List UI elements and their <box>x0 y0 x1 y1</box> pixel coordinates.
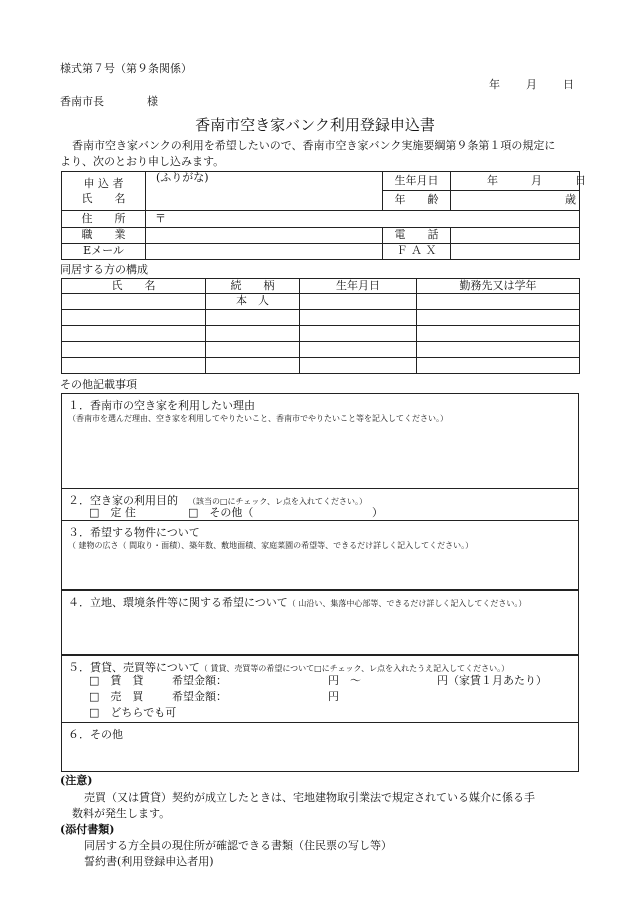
household-table <box>61 278 580 374</box>
section-6-other[interactable] <box>61 722 579 772</box>
section-3-note: （ 建物の広さ（ 間取り・面積）、築年数、敷地面積、家庭菜園の希望等、できるだけ詳しく記入してください。） <box>68 541 474 550</box>
applicant-table <box>61 171 586 260</box>
household-cell[interactable] <box>417 294 580 310</box>
page-title: 香南市空き家バンク利用登録申込書 <box>195 116 435 134</box>
fax-label: Ｆ Ａ Ｘ <box>383 244 451 260</box>
household-cell[interactable] <box>62 326 206 342</box>
attachments-heading: (添付書類) <box>60 823 115 836</box>
notes-heading: (注意) <box>60 774 93 787</box>
section-1-reason[interactable] <box>61 393 579 489</box>
date-year-label: 年 <box>489 78 500 91</box>
household-cell[interactable] <box>300 294 417 310</box>
rent-yen-from: 円 ～ <box>328 674 361 687</box>
email-field[interactable] <box>146 244 383 260</box>
other-heading: その他記載事項 <box>60 378 137 391</box>
addressee-suffix: 様 <box>147 95 158 108</box>
purpose-settle-checkbox[interactable]: □ 定 住 <box>89 506 136 519</box>
sale-checkbox[interactable]: □ 売 買 <box>89 690 144 703</box>
applicant-name-field[interactable] <box>146 172 383 211</box>
household-cell[interactable] <box>417 326 580 342</box>
section-2-purpose <box>61 489 579 521</box>
section-5-title: ５．賃貸、売買等について（ 賃貸、売買等の希望について□にチェック、レ点を入れたうえ記入してください。） <box>68 661 510 674</box>
addressee-name: 香南市長 <box>60 95 104 108</box>
attachment-1: 同居する方全員の現住所が確認できる書類（住民票の写し等） <box>84 839 392 852</box>
household-cell[interactable] <box>62 358 206 374</box>
form-number: 様式第７号（第９条関係） <box>60 62 192 75</box>
household-cell[interactable] <box>206 358 300 374</box>
household-cell[interactable] <box>417 358 580 374</box>
section-3-title: ３．希望する物件について <box>68 526 200 539</box>
address-field[interactable] <box>146 211 580 228</box>
sale-yen: 円 <box>328 690 339 703</box>
intro-line-2: より、次のとおり申し込みます。 <box>60 155 225 168</box>
household-header-name: 氏 名 <box>62 279 206 294</box>
household-header-work: 勤務先又は学年 <box>417 279 580 294</box>
household-cell[interactable] <box>206 310 300 326</box>
address-label: 住 所 <box>62 211 146 228</box>
intro-line-1: 香南市空き家バンクの利用を希望したいので、香南市空き家バンク実施要綱第９条第１項の規定に <box>72 139 556 152</box>
either-checkbox[interactable]: □ どちらでも可 <box>89 706 177 719</box>
section-2-title: ２．空き家の利用目的 （該当の□にチェック、レ点を入れてください。） <box>68 494 367 507</box>
household-cell[interactable] <box>206 342 300 358</box>
section-1-note: （香南市を選んだ理由、空き家を利用してやりたいこと、香南市でやりたいこと等を記入してください。） <box>68 414 448 423</box>
household-cell[interactable] <box>300 358 417 374</box>
household-cell[interactable] <box>62 342 206 358</box>
birthdate-field[interactable]: 年 月 日 <box>451 172 580 191</box>
household-relation-self: 本 人 <box>206 294 300 310</box>
purpose-other-checkbox[interactable]: □ その他（ <box>188 506 254 519</box>
fax-field[interactable] <box>451 244 580 260</box>
age-field[interactable] <box>451 191 580 211</box>
rent-yen-to: 円（家賃１月あたり） <box>437 674 547 687</box>
sale-amount-label: 希望金額： <box>172 690 227 703</box>
email-label: Eメール <box>62 244 146 260</box>
section-6-title: ６．その他 <box>68 728 123 741</box>
section-5-rent-sale <box>61 655 579 723</box>
household-cell[interactable] <box>300 326 417 342</box>
household-cell[interactable] <box>62 294 206 310</box>
rent-checkbox[interactable]: □ 賃 貸 <box>89 674 144 687</box>
occupation-label: 職 業 <box>62 228 146 244</box>
household-cell[interactable] <box>206 326 300 342</box>
age-unit: 歳 <box>565 193 576 207</box>
notes-line-1: 売買（又は賃貸）契約が成立したときは、宅地建物取引業法で規定されている媒介に係る手 <box>84 791 535 804</box>
household-heading: 同居する方の構成 <box>60 263 148 276</box>
household-cell[interactable] <box>417 310 580 326</box>
occupation-field[interactable] <box>146 228 383 244</box>
phone-label: 電 話 <box>383 228 451 244</box>
section-1-title: １．香南市の空き家を利用したい理由 <box>68 399 255 412</box>
furigana-label: (ふりがな) <box>156 171 209 184</box>
date-day-label: 日 <box>563 78 574 91</box>
rent-amount-label: 希望金額： <box>172 674 227 687</box>
phone-field[interactable] <box>451 228 580 244</box>
postal-mark: 〒 <box>155 211 166 225</box>
date-month-label: 月 <box>526 78 537 91</box>
purpose-other-close: ） <box>372 506 383 519</box>
age-label: 年 齢 <box>383 191 451 211</box>
applicant-name-label: 申 込 者 氏 名 <box>62 172 146 211</box>
section-4-title: ４．立地、環境条件等に関する希望について（ 山沿い、集落中心部等、できるだけ詳しく記入してください。） <box>68 596 527 609</box>
birthdate-label: 生年月日 <box>383 172 451 191</box>
section-3-property[interactable] <box>61 521 579 590</box>
section-4-location[interactable] <box>61 590 579 655</box>
household-cell[interactable] <box>300 310 417 326</box>
household-cell[interactable] <box>417 342 580 358</box>
household-header-relation: 続 柄 <box>206 279 300 294</box>
household-header-birth: 生年月日 <box>300 279 417 294</box>
attachment-2: 誓約書(利用登録申込者用) <box>84 855 214 868</box>
household-cell[interactable] <box>62 310 206 326</box>
household-cell[interactable] <box>300 342 417 358</box>
notes-line-2: 数料が発生します。 <box>72 807 171 820</box>
